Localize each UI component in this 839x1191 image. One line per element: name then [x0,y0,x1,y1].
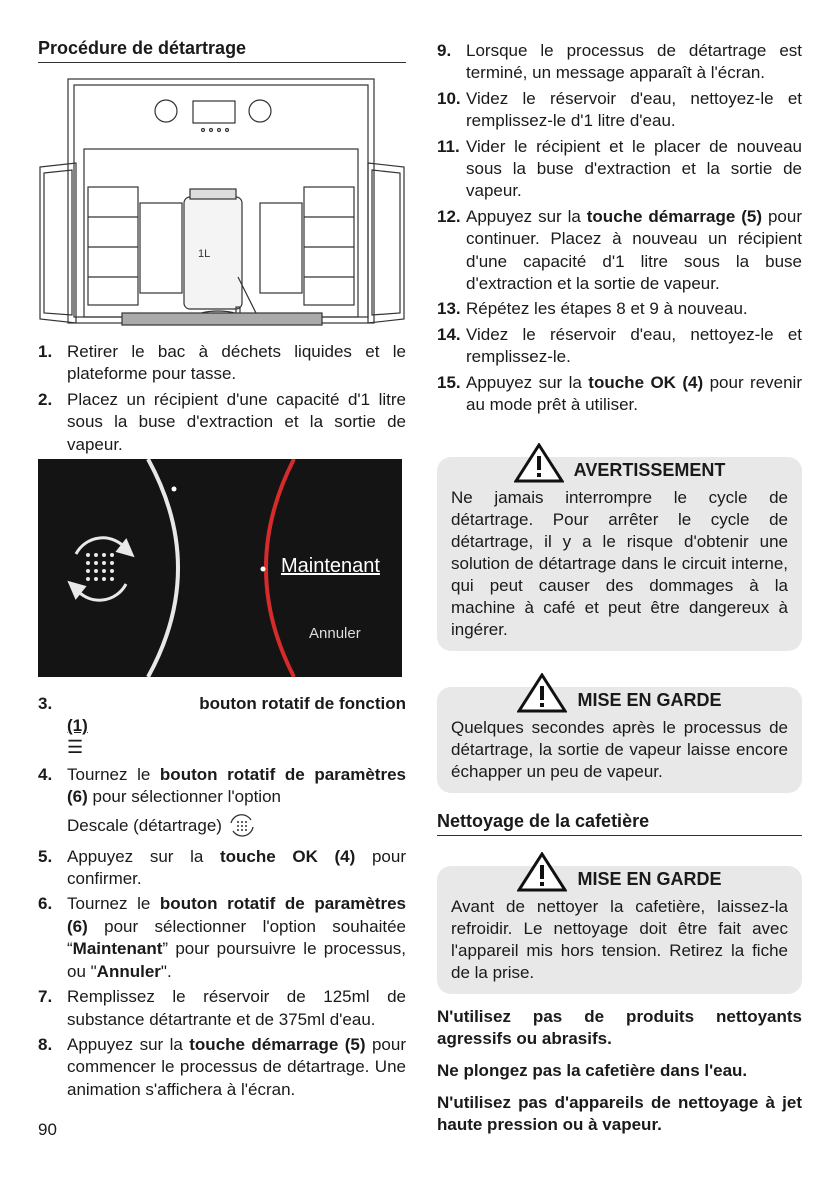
step-2: 2. Placez un récipient d'une capacité d'1 litre sous la buse d'extraction et la sortie de vapeur. [38,389,406,454]
caution-text-1: Quelques secondes après le processus de détartrage, la sortie de vapeur laisse encore échapper un peu de vapeur. [451,717,788,781]
left-column [38,38,406,1104]
step-9: 9. Lorsque le processus de détartrage est terminé, un message apparaît à l'écran. [437,41,802,83]
section-title-cleaning: Nettoyage de la cafetière [437,811,802,836]
right-column [437,40,802,1146]
cleaning-note-1: N'utilisez pas de produits nettoyants agressifs ou abrasifs. [437,1006,802,1048]
caution-title-2: MISE EN GARDE [577,868,722,889]
step-14: 14. Videz le réservoir d'eau, nettoyez-le et remplissez-le. [437,324,802,367]
screen-option-annuler: Annuler [309,625,361,643]
caution-text-2: Avant de nettoyer la cafetière, laissez-la refroidir. Le nettoyage doit être fait avec l'appareil mis hors tension. Retirez la fiche de la prise. [451,896,788,982]
caution-panel-1 [437,687,802,793]
steps-list-c [437,40,802,417]
descale-small-icon [227,811,257,839]
page-number: 90 [38,1120,57,1139]
tank-capacity-label: 1L [198,248,211,260]
cleaning-note-3: N'utilisez pas d'appareils de nettoyage à jet haute pression ou à vapeur. [437,1092,802,1134]
caution-icon [517,852,567,892]
screen-option-maintenant: Maintenant [281,555,380,578]
step-3: 3. bouton rotatif de fonction (1) ☰ [38,694,406,757]
caution-title-1: MISE EN GARDE [577,689,722,710]
step-15: 15. Appuyez sur la touche OK (4) pour revenir au mode prêt à utiliser. [437,372,802,415]
coffee-machine-diagram [38,77,406,327]
step-8: 8. Appuyez sur la touche démarrage (5) pour commencer le processus de détartrage. Une animation s'affichera à l'écran. [38,1034,406,1099]
step-11: 11. Vider le récipient et le placer de nouveau sous la buse d'extraction et la sortie de vapeur. [437,136,802,201]
step-10: 10. Videz le réservoir d'eau, nettoyez-le et remplissez-le d'1 litre d'eau. [437,88,802,131]
step-4: 4. Tournez le bouton rotatif de paramètres (6) pour sélectionner l'option Descale (détartrage) [38,764,406,843]
step-1: 1. Retirer le bac à déchets liquides et le plateforme pour tasse. [38,342,406,384]
caution-panel-2 [437,866,802,994]
step-7: 7. Remplissez le réservoir de 125ml de substance détartrante et de 375ml d'eau. [38,987,406,1029]
step-13: 13. Répétez les étapes 8 et 9 à nouveau. [437,299,748,319]
step-5: 5. Appuyez sur la touche OK (4) pour confirmer. [38,846,406,889]
caution-icon [517,673,567,713]
warning-icon [514,443,564,483]
warning-title: AVERTISSEMENT [573,459,726,480]
display-screen-illustration [38,459,402,677]
warning-panel [437,457,802,651]
cleaning-note-2: Ne plongez pas la cafetière dans l'eau. [437,1060,748,1080]
section-title-descaling: Procédure de détartrage [38,38,406,63]
steps-list-b [38,693,406,1101]
step-12: 12. Appuyez sur la touche démarrage (5) pour continuer. Placez à nouveau un récipient d'une capacité d'1 litre sous la buse d'extraction et la sortie de vapeur. [437,206,802,294]
step-6: 6. Tournez le bouton rotatif de paramètres (6) pour sélectionner l'option souhaitée “Maintenant” pour poursuivre le processus, ou "Annuler". [38,894,406,981]
steps-list-a [38,341,406,456]
menu-icon: ☰ [67,736,84,757]
warning-text: Ne jamais interrompre le cycle de détartrage. Pour arrêter le cycle de détartrage, il y a le risque d'obtenir une solution de détartrage dans le circuit interne, qui peut causer des dommages à la machine à café et peut être dangereux à ingérer. [451,487,788,639]
